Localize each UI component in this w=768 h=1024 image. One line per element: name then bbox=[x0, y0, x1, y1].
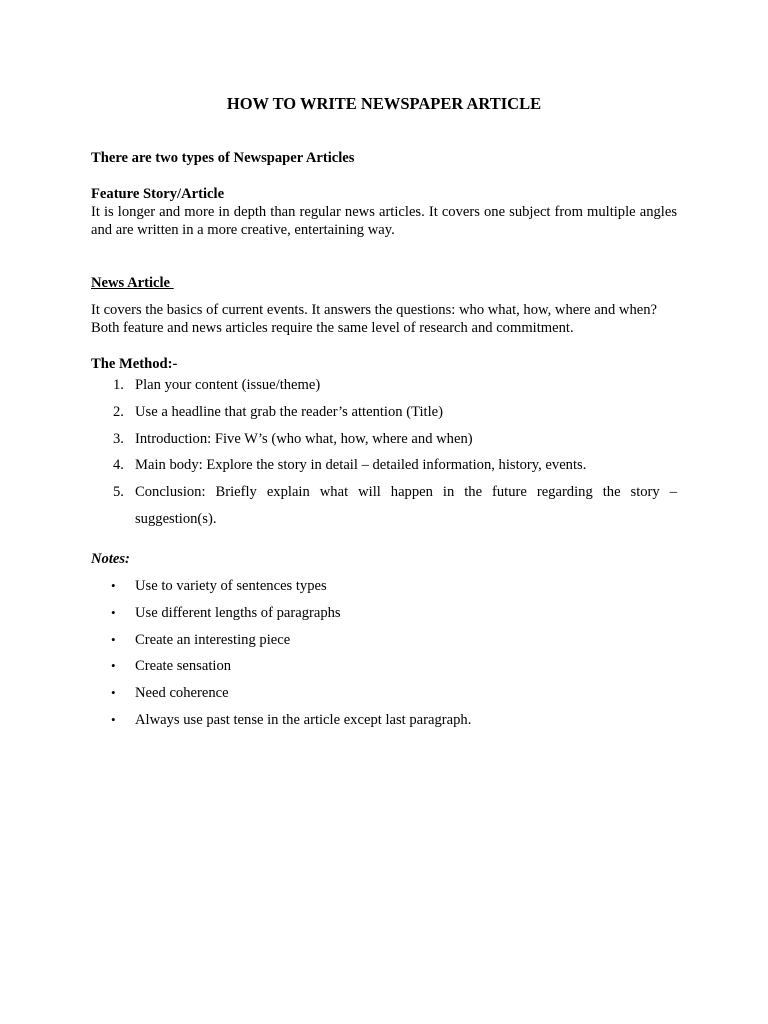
feature-body: It is longer and more in depth than regular news articles. It covers one subject from multiple angles and are written in a more creative, entertaining way. bbox=[91, 204, 677, 238]
list-item bbox=[91, 653, 677, 680]
method-list bbox=[91, 372, 677, 533]
bullet-icon: • bbox=[111, 578, 116, 593]
list-item-text: Use a headline that grab the reader’s attention (Title) bbox=[135, 403, 443, 420]
list-item-text: Always use past tense in the article except last paragraph. bbox=[135, 711, 472, 728]
list-item bbox=[91, 573, 677, 600]
list-item bbox=[91, 627, 677, 654]
list-item-text: Create an interesting piece bbox=[135, 631, 291, 648]
list-item bbox=[91, 426, 677, 453]
list-item bbox=[91, 372, 677, 399]
bullet-icon: • bbox=[111, 631, 116, 647]
bullet-icon: • bbox=[111, 604, 116, 620]
list-item-text: Plan your content (issue/theme) bbox=[135, 377, 321, 393]
notes-heading: Notes: bbox=[91, 551, 130, 567]
list-item-text: Main body: Explore the story in detail – detailed information, history, events. bbox=[135, 457, 587, 474]
document-title: HOW TO WRITE NEWSPAPER ARTICLE bbox=[226, 94, 542, 113]
news-heading: News Article bbox=[91, 275, 174, 291]
bullet-icon: • bbox=[111, 658, 116, 674]
notes-list bbox=[91, 573, 677, 734]
list-item-number: 3. bbox=[113, 430, 124, 447]
list-item-number: 1. bbox=[113, 377, 124, 393]
list-item-text: Need coherence bbox=[135, 685, 229, 702]
method-heading: The Method:- bbox=[91, 356, 178, 372]
list-item-text: Create sensation bbox=[135, 658, 232, 675]
feature-heading: Feature Story/Article bbox=[91, 186, 225, 202]
list-item-text: Use different lengths of paragraphs bbox=[135, 604, 341, 621]
list-item-number: 4. bbox=[113, 457, 124, 474]
bullet-icon: • bbox=[111, 685, 116, 701]
list-item bbox=[91, 600, 677, 627]
bullet-icon: • bbox=[111, 711, 116, 727]
list-item-text: Conclusion: Briefly explain what will happen in the future regarding the story – suggestion(s). bbox=[135, 484, 677, 527]
list-item-number: 5. bbox=[113, 484, 124, 501]
intro-heading: There are two types of Newspaper Articles bbox=[91, 150, 355, 166]
list-item bbox=[91, 707, 677, 734]
list-item bbox=[91, 479, 677, 533]
news-body: It covers the basics of current events. It answers the questions: who what, how, where and when? Both feature and news articles require the same level of research and commitment. bbox=[91, 302, 658, 336]
list-item bbox=[91, 680, 677, 707]
list-item-number: 2. bbox=[113, 403, 124, 420]
list-item bbox=[91, 452, 677, 479]
list-item bbox=[91, 399, 677, 426]
list-item-text: Use to variety of sentences types bbox=[135, 578, 327, 594]
list-item-text: Introduction: Five W’s (who what, how, where and when) bbox=[135, 430, 473, 447]
